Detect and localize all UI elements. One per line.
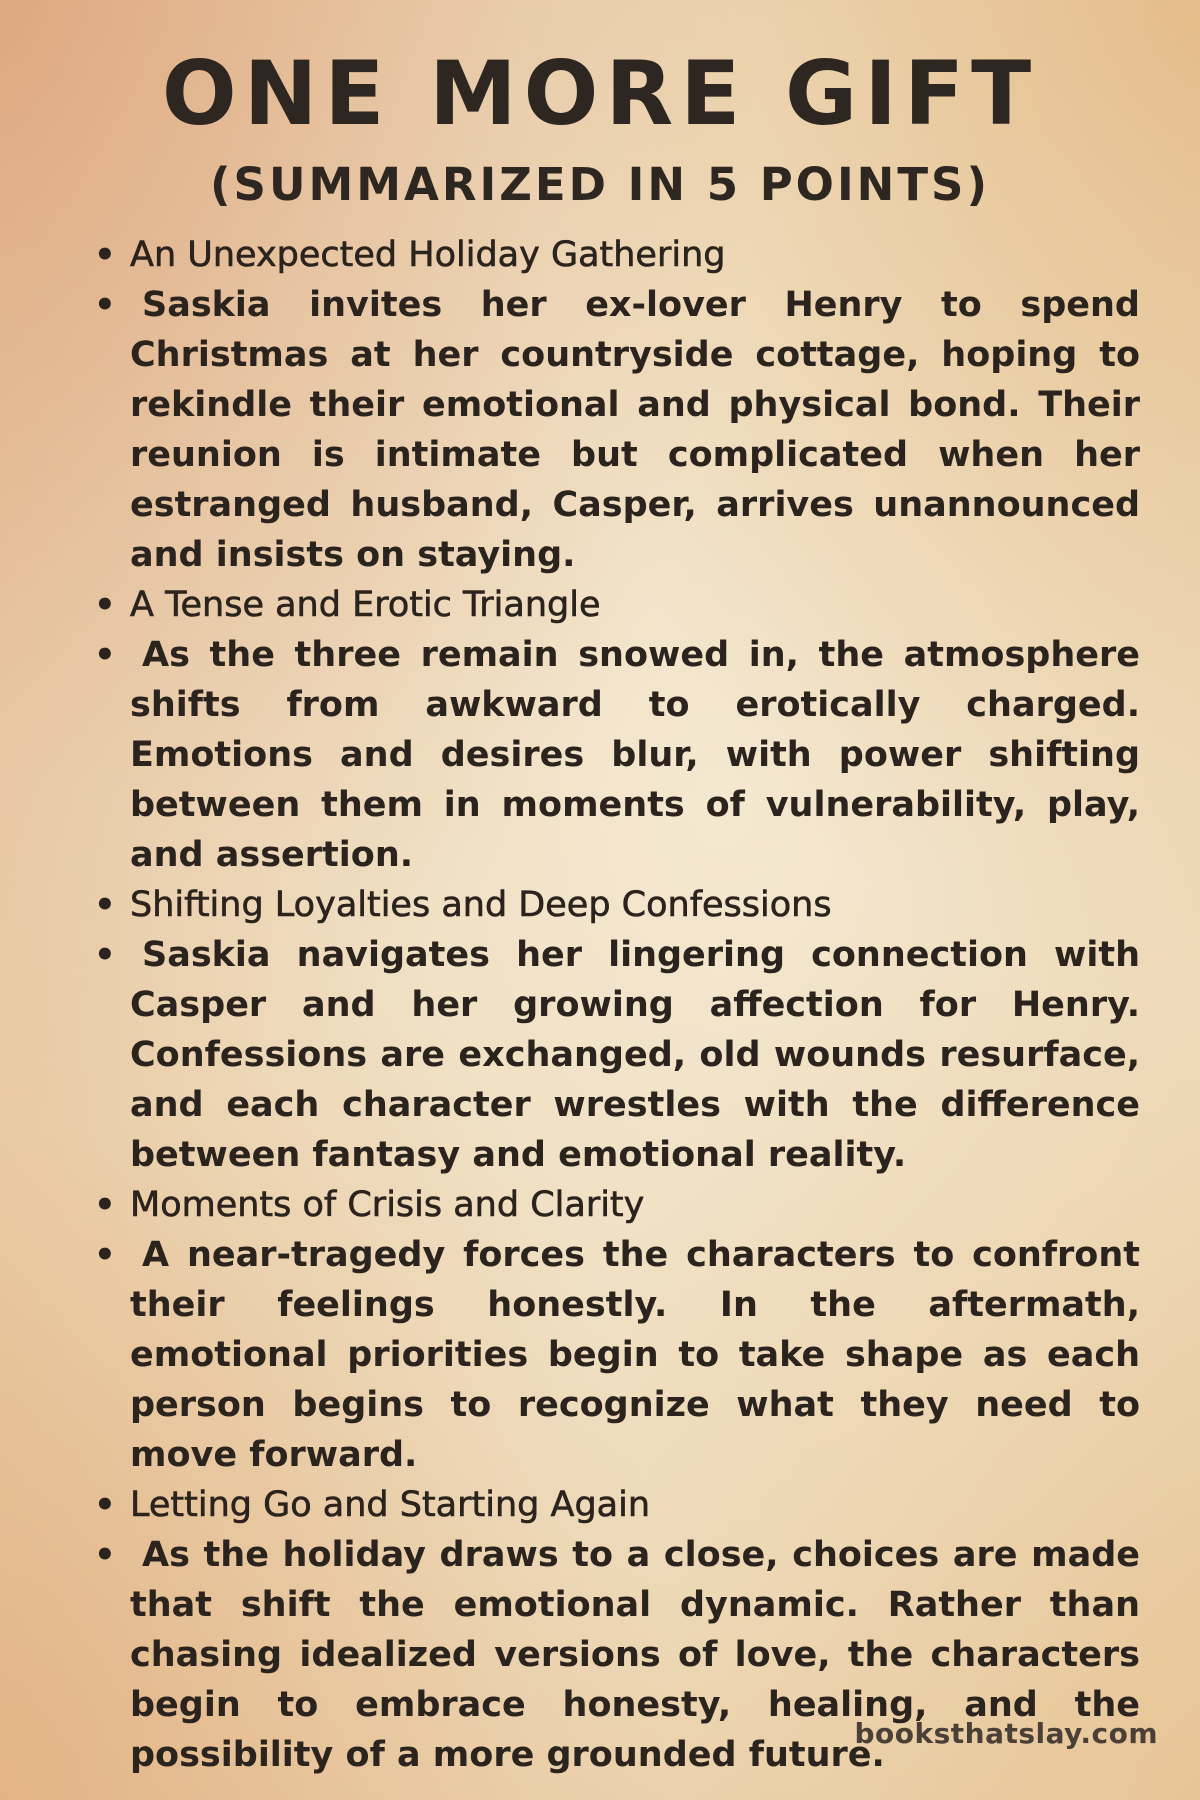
point-body-4 [90,1230,1140,1480]
point-body-1 [90,280,1140,580]
point-heading-text: Moments of Crisis and Clarity [130,1185,645,1225]
point-body-text: A near-tragedy forces the characters to confront their feelings honestly. In the aftermath, emotional priorities begin to take shape as each person begins to recognize what they need to move forward. [130,1235,1140,1475]
point-body-text: As the holiday draws to a close, choices are made that shift the emotional dynamic. Rather than chasing idealized versions of love, the characters begin to embrace honesty, healing, and the possibility of a more grounded future. [130,1535,1140,1775]
point-heading-3 [90,880,1140,930]
site-watermark: booksthatslay.com [854,1717,1158,1750]
point-heading-text: An Unexpected Holiday Gathering [130,235,726,275]
point-body-text: Saskia invites her ex-lover Henry to spend Christmas at her countryside cottage, hoping to rekindle their emotional and physical bond. Their reunion is intimate but complicated when her estranged husband, Casper, arrives unannounced and insists on staying. [130,285,1140,575]
point-body-text: Saskia navigates her lingering connection with Casper and her growing affection for Henry. Confessions are exchanged, old wounds resurface, and each character wrestles with the difference between fantasy and emotional reality. [130,935,1140,1175]
point-heading-2 [90,580,1140,630]
page-title: ONE MORE GIFT [161,42,1039,145]
point-body-2 [90,630,1140,880]
point-body-3 [90,930,1140,1180]
page-subtitle: (SUMMARIZED IN 5 POINTS) [209,158,991,211]
point-heading-5 [90,1480,1140,1530]
point-heading-1 [90,230,1140,280]
summary-list [90,230,1140,1780]
point-heading-text: Letting Go and Starting Again [130,1485,651,1525]
point-heading-4 [90,1180,1140,1230]
point-body-text: As the three remain snowed in, the atmosphere shifts from awkward to erotically charged. Emotions and desires blur, with power shifting between them in moments of vulnerability, play, and assertion. [130,635,1140,875]
point-heading-text: Shifting Loyalties and Deep Confessions [130,885,832,925]
point-heading-text: A Tense and Erotic Triangle [130,585,601,625]
